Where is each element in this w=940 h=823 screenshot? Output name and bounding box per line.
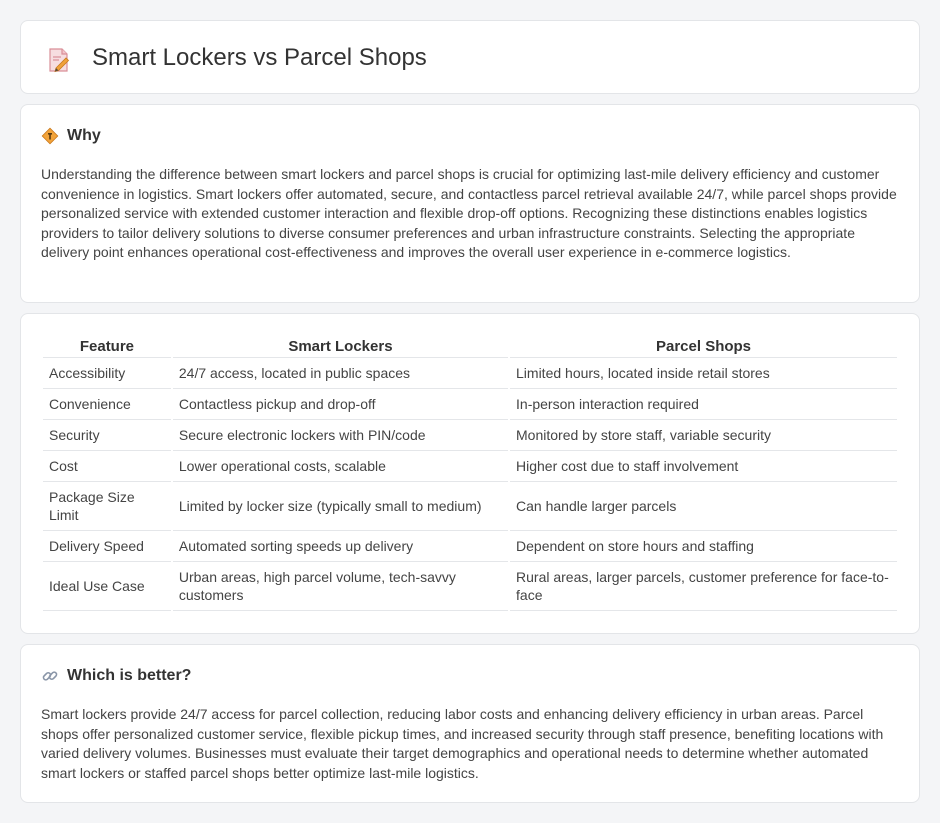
why-title: Why	[67, 127, 101, 144]
table-cell: Dependent on store hours and staffing	[510, 531, 897, 562]
header-parcel-shops: Parcel Shops	[510, 334, 897, 358]
table-cell: Secure electronic lockers with PIN/code	[173, 420, 508, 451]
table-row	[43, 531, 897, 562]
table-row	[43, 562, 897, 611]
table-cell: Contactless pickup and drop-off	[173, 389, 508, 420]
table-cell: Limited hours, located inside retail stores	[510, 358, 897, 389]
header-smart-lockers: Smart Lockers	[173, 334, 508, 358]
table-row	[43, 451, 897, 482]
header-feature: Feature	[43, 334, 171, 358]
page-title: Smart Lockers vs Parcel Shops	[92, 44, 427, 71]
which-is-better-section	[20, 644, 920, 803]
why-section	[20, 104, 920, 303]
comparison-card	[20, 313, 920, 634]
better-text: Smart lockers provide 24/7 access for parcel collection, reducing labor costs and enhancing delivery efficiency in urban areas. Parcel shops offer personalized customer service, flexible pickup times, and increased security through staff presence, benefiting locations with varied delivery volumes. Businesses must evaluate their target demographics and operational needs to determine whether automated smart lockers or staffed parcel shops better optimize last-mile logistics.	[41, 706, 884, 781]
why-text: Understanding the difference between smart lockers and parcel shops is crucial for optimizing last-mile delivery efficiency and customer convenience in logistics. Smart lockers offer automated, secure, and contactless parcel retrieval available 24/7, while parcel shops provide personalized service with extended customer interaction and flexible drop-off options. Recognizing these distinctions enables logistics providers to tailor delivery solutions to diverse consumer preferences and urban infrastructure constraints. Selecting the appropriate delivery point enhances operational cost-effectiveness and improves the overall user experience in e-commerce logistics.	[41, 166, 897, 261]
better-heading	[41, 667, 191, 685]
table-cell: 24/7 access, located in public spaces	[173, 358, 508, 389]
table-cell: Can handle larger parcels	[510, 482, 897, 531]
table-cell: Delivery Speed	[43, 531, 171, 562]
table-cell: In-person interaction required	[510, 389, 897, 420]
table-cell: Cost	[43, 451, 171, 482]
table-cell: Automated sorting speeds up delivery	[173, 531, 508, 562]
table-cell: Security	[43, 420, 171, 451]
link-icon	[41, 667, 59, 685]
table-cell: Lower operational costs, scalable	[173, 451, 508, 482]
table-cell: Accessibility	[43, 358, 171, 389]
why-heading	[41, 127, 101, 145]
header-card	[20, 20, 920, 94]
table-cell: Higher cost due to staff involvement	[510, 451, 897, 482]
table-cell: Monitored by store staff, variable security	[510, 420, 897, 451]
document-pencil-icon	[47, 47, 71, 73]
table-row	[43, 420, 897, 451]
table-cell: Urban areas, high parcel volume, tech-savvy customers	[173, 562, 508, 611]
table-row	[43, 482, 897, 531]
table-cell: Package Size Limit	[43, 482, 171, 531]
table-row	[43, 358, 897, 389]
comparison-table	[41, 334, 899, 611]
table-header-row	[43, 334, 897, 358]
table-cell: Ideal Use Case	[43, 562, 171, 611]
diamond-sign-icon	[41, 127, 59, 145]
table-cell: Limited by locker size (typically small to medium)	[173, 482, 508, 531]
table-cell: Convenience	[43, 389, 171, 420]
table-row	[43, 389, 897, 420]
better-title: Which is better?	[67, 667, 192, 684]
table-cell: Rural areas, larger parcels, customer preference for face-to-face	[510, 562, 897, 611]
